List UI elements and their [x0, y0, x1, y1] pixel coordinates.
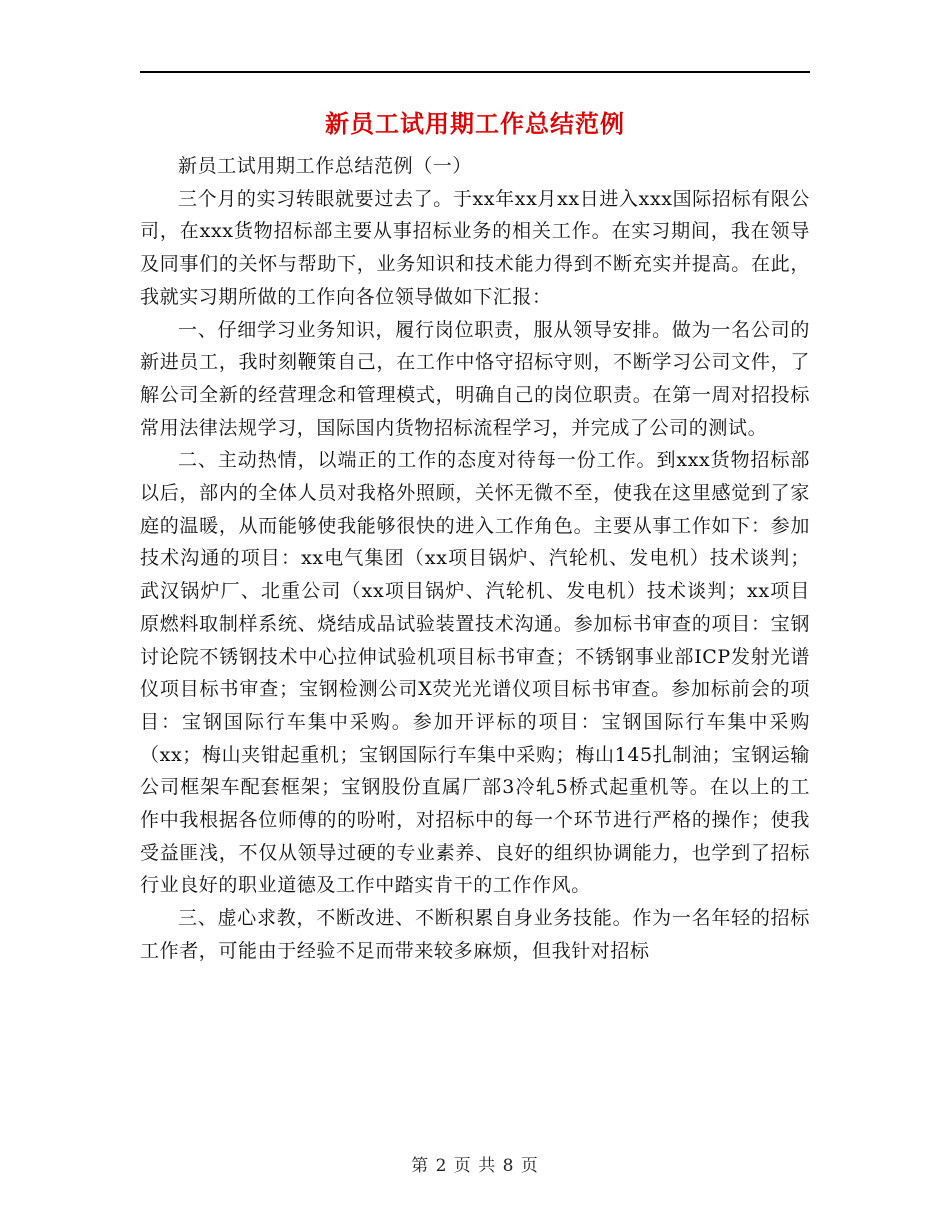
document-title: 新员工试用期工作总结范例 — [325, 110, 625, 138]
document-body — [140, 150, 810, 968]
paragraph-subtitle: 新员工试用期工作总结范例（一） — [178, 155, 473, 177]
paragraph-intro: 三个月的实习转眼就要过去了。于xx年xx月xx日进入xxx国际招标有限公司，在xxx货物招标部主要从事招标业务的相关工作。在实习期间，我在领导及同事们的关怀与帮助下，业务知识和技术能力得到不断充实并提高。在此，我就实习期所做的工作向各位领导做如下汇报： — [140, 187, 810, 308]
header-rule — [140, 71, 810, 73]
page-number-footer: 第 2 页 共 8 页 — [411, 1156, 539, 1176]
paragraph-section-1: 一、仔细学习业务知识，履行岗位职责，服从领导安排。做为一名公司的新进员工，我时刻鞭策自己，在工作中恪守招标守则，不断学习公司文件，了解公司全新的经营理念和管理模式，明确自己的岗位职责。在第一周对招投标常用法律法规学习，国际国内货物招标流程学习，并完成了公司的测试。 — [140, 318, 810, 439]
paragraph-section-3: 三、虚心求教，不断改进、不断积累自身业务技能。作为一名年轻的招标工作者，可能由于经验不足而带来较多麻烦，但我针对招标 — [140, 907, 810, 962]
paragraph-section-2: 二、主动热情，以端正的工作的态度对待每一份工作。到xxx货物招标部以后，部内的全体人员对我格外照顾，关怀无微不至，使我在这里感觉到了家庭的温暖，从而能够使我能够很快的进入工作角色。主要从事工作如下：参加技术沟通的项目：xx电气集团（xx项目锅炉、汽轮机、发电机）技术谈判；武汉锅炉厂、北重公司（xx项目锅炉、汽轮机、发电机）技术谈判；xx项目原燃料取制样系统、烧结成品试验装置技术沟通。参加标书审查的项目：宝钢讨论院不锈钢技术中心拉伸试验机项目标书审查；不锈钢事业部ICP发射光谱仪项目标书审查；宝钢检测公司X荧光光谱仪项目标书审查。参加标前会的项目：宝钢国际行车集中采购。参加开评标的项目：宝钢国际行车集中采购（xx；梅山夹钳起重机；宝钢国际行车集中采购；梅山145扎制油；宝钢运输公司框架车配套框架；宝钢股份直属厂部3冷轧5桥式起重机等。在以上的工作中我根据各位师傅的的吩咐，对招标中的每一个环节进行严格的操作；使我受益匪浅，不仅从领导过硬的专业素养、良好的组织协调能力，也学到了招标行业良好的职业道德及工作中踏实肯干的工作作风。 — [140, 449, 810, 897]
